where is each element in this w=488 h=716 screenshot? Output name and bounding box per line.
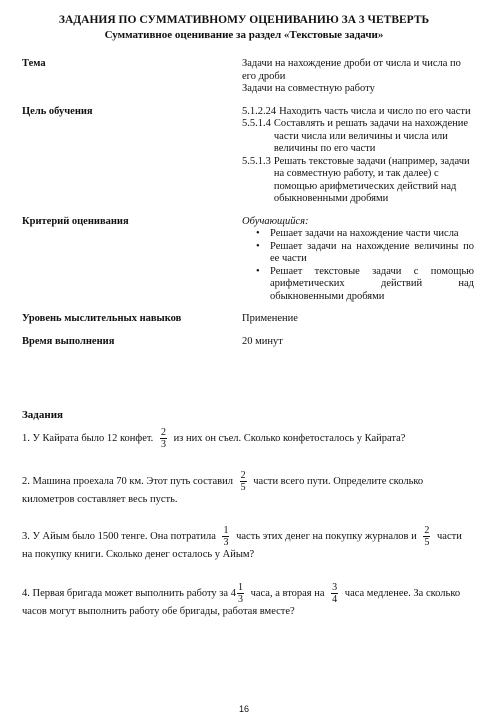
task-text: части всего пути. Определите сколько километров составляет весь пусть.: [22, 475, 424, 505]
fraction: [240, 470, 247, 493]
goal-code: 5.1.2.24: [242, 105, 277, 117]
task-text: 2. Машина проехала 70 км. Этот путь составил: [22, 475, 233, 487]
task-text: часть этих денег на покупку журналов и: [236, 530, 417, 542]
time-label: Время выполнения: [22, 335, 115, 347]
fraction: [331, 582, 338, 605]
bullet-icon: •: [256, 240, 260, 252]
goal-row: [22, 106, 474, 206]
fraction: [222, 525, 229, 548]
criteria-text: Решает текстовые задачи с помощью арифметических действий над обыкновенными дробями: [270, 265, 474, 302]
fraction-denominator: 5: [424, 537, 430, 548]
mixed-number: [231, 582, 248, 605]
task-4: [22, 582, 470, 618]
goal-text: Составлять и решать задачи на нахождение части числа или величины и числа или величины по его части: [273, 118, 469, 154]
task-text: 3. У Айым было 1500 тенге. Она потратила: [22, 530, 216, 542]
fraction-numerator: 3: [332, 582, 338, 593]
criteria-text: Решает задачи на нахождение части числа: [270, 228, 459, 239]
goal-label: Цель обучения: [22, 105, 93, 117]
task-text: части на покупку книги. Сколько денег осталось у Айым?: [22, 530, 462, 560]
goal-item: [242, 118, 474, 156]
goal-item: [242, 106, 474, 119]
fraction: [423, 525, 430, 548]
criteria-label: Критерий оценивания: [22, 215, 129, 227]
time-row: [22, 336, 474, 349]
criteria-item: [256, 241, 474, 266]
fraction: [160, 427, 167, 450]
meta-table: [22, 58, 474, 348]
goal-code: 5.5.1.3: [242, 155, 271, 167]
level-row: [22, 313, 474, 326]
criteria-item: [256, 266, 474, 304]
topic-label: Тема: [22, 58, 46, 69]
goal-value: [242, 106, 474, 206]
criteria-heading: Обучающийся:: [242, 215, 309, 227]
level-value: Применение: [242, 313, 298, 324]
goal-text: Находить часть числа и число по его части: [279, 105, 471, 117]
bullet-icon: •: [256, 228, 260, 239]
fraction-denominator: 3: [223, 537, 229, 548]
fraction-denominator: 4: [332, 594, 338, 605]
level-label: Уровень мыслительных навыков: [22, 313, 182, 324]
task-3: [22, 525, 470, 561]
criteria-item: [256, 228, 474, 241]
task-text: часа медленее. За сколько часов могут выполнить работу обе бригады, работая вместе?: [22, 587, 461, 617]
mixed-whole: 4: [230, 588, 236, 599]
topic-value: [242, 58, 474, 96]
topic-line-1: Задачи на нахождение дроби от числа и числа по его дроби: [242, 58, 461, 82]
goal-code: 5.5.1.4: [242, 118, 271, 129]
goal-text: Решать текстовые задачи (например, задачи на совместную работу, и так далее) с помощью арифметических действий над обыкновенными дробями: [273, 155, 470, 204]
fraction-denominator: 3: [237, 594, 243, 605]
fraction-numerator: 2: [240, 470, 246, 481]
task-text: из них он съел. Сколько конфетосталось у Кайрата?: [173, 432, 406, 444]
task-text: 1. У Кайрата было 12 конфет.: [22, 432, 154, 444]
document-title: ЗАДАНИЯ ПО СУММАТИВНОМУ ОЦЕНИВАНИЮ ЗА 3 ЧЕТВЕРТЬ: [58, 14, 430, 26]
tasks-heading: Задания: [22, 409, 63, 421]
page-number: 16: [238, 704, 249, 714]
criteria-text: Решает задачи на нахождение величины по ее части: [270, 240, 474, 264]
fraction: [237, 582, 244, 605]
fraction-numerator: 1: [237, 582, 243, 593]
goal-item: [242, 156, 474, 206]
fraction-numerator: 2: [424, 525, 430, 536]
topic-row: [22, 58, 474, 96]
time-value: 20 минут: [242, 335, 283, 347]
fraction-numerator: 2: [160, 427, 166, 438]
fraction-denominator: 5: [240, 482, 246, 493]
criteria-row: [22, 216, 474, 304]
criteria-value: [242, 216, 474, 304]
task-1: [22, 427, 470, 450]
topic-line-2: Задачи на совместную работу: [242, 83, 375, 94]
bullet-icon: •: [256, 265, 260, 277]
fraction-numerator: 1: [223, 525, 229, 536]
task-text: часа, а вторая на: [250, 587, 325, 599]
task-2: [22, 470, 470, 506]
fraction-denominator: 3: [160, 439, 166, 450]
document-subtitle: Суммативное оценивание за раздел «Текстовые задачи»: [104, 29, 384, 41]
task-text: 4. Первая бригада может выполнить работу за: [22, 587, 229, 599]
